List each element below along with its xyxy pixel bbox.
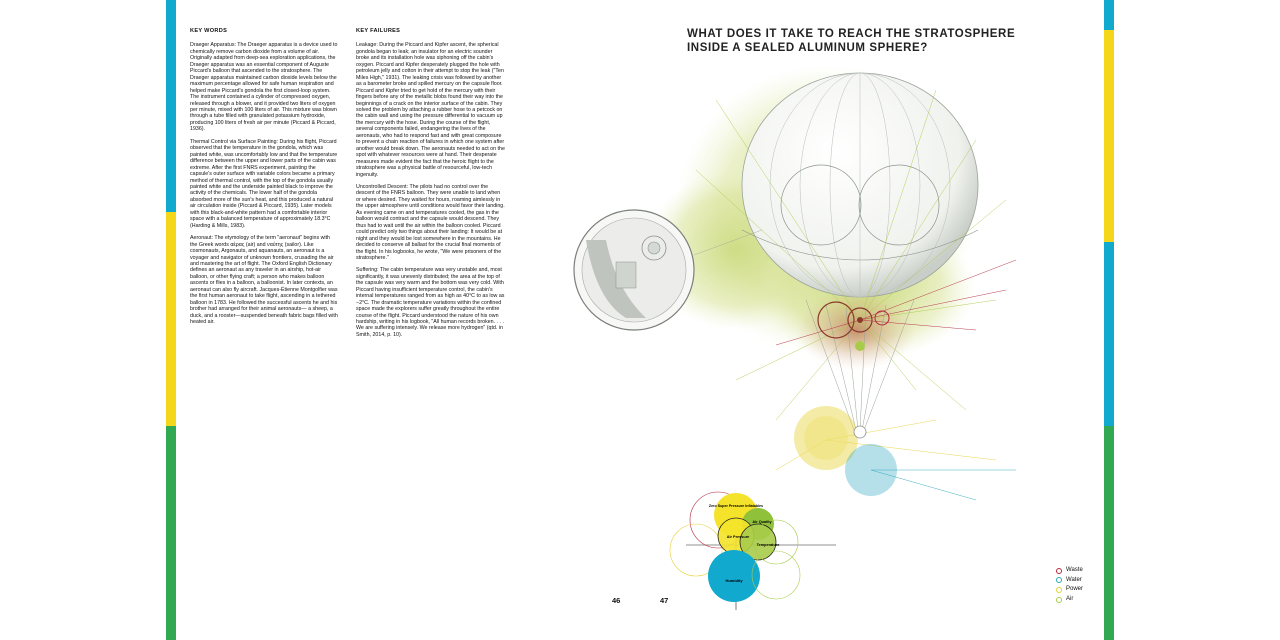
legend-item-power: Power: [1056, 585, 1083, 595]
waste-ring-icon: [1056, 568, 1062, 574]
legend: [1056, 566, 1083, 604]
page-number-left: 46: [612, 596, 621, 605]
venn-diagram: [670, 492, 836, 610]
venn-label-a: Zero Super Pressure Inflatables: [708, 504, 764, 508]
book-spread: [176, 0, 1104, 640]
venn-label-d: Temperature: [756, 543, 780, 547]
legend-item-air: Air: [1056, 595, 1083, 605]
keyword-thermal-control: Thermal Control via Surface Painting: During his flight, Piccard observed that the temperature in the gondola, which was painted white, was uncomfortably low and that the temperature difference between the upper and lower parts of the cabin was extreme. After the first FNRS experiment, painting the capsule's outer surface with variable colors became a primary method of thermal control, with the top of the gondola usually painted white and the underside painted black to improve the activity of the chemicals. The lower half of the gondola absorbed more of the sun's heat, and this produced a natural air circulation inside (Piccard & Piccard, 1935). Later models with this black-and-white pattern had a comfortable interior space with a balanced temperature of approximately 18.3°C (Harding & Mills, 1983).: [190, 138, 338, 229]
venn-label-e: Humidity: [725, 578, 743, 583]
balloon-diagram: [176, 0, 1104, 640]
left-color-band: [166, 0, 176, 640]
power-ring-icon: [1056, 587, 1062, 593]
water-ring-icon: [1056, 577, 1062, 583]
key-failures-heading: KEY FAILURES: [356, 28, 401, 34]
page-number-right: 47: [660, 596, 669, 605]
failure-descent: Uncontrolled Descent: The pilots had no control over the descent of the FNRS balloon. They were unable to land when or where desired. They waited for hours, roaming aimlessly in the upper atmosphere until conditions would favor their landing. As evening came on and temperatures cooled, the gas in the balloon would contract and the capsule would descend. They thus had to wait until the air within the balloon cooled. Piccard could predict only two things about their landing: It would be at night and they would be lost somewhere in the mountains. He decided to conserve all ballast for the crucial final moments of the flight. In his logbooks, he wrote, "We were prisoners of the stratosphere.": [356, 183, 505, 261]
failure-leakage: Leakage: During the Piccard and Kipfer ascent, the spherical gondola began to leak; an insulator for an electric sounder broke and its installation hole was siphoning off the cabin's oxygen. Piccard and Kipfer desperately plugged the hole with petroleum jelly and cotton in their attempt to stop the leak ("Ten Miles High," 1931). The leaking crisis was followed by another as a barometer broke and spilled mercury on the capsule floor. Piccard and Kipfer tried to get hold of the mercury with their fingers before any of the metallic blobs found their way into the beginnings of a crack on the interior surface of the cabin. They solved the problem by attaching a rubber hose to a petcock on the cabin wall and using the pressure differential to vacuum up the mercury with the hose. During the course of the flight, several components failed, endangering the lives of the aeronauts, who had to respond fast and with great composure to prevent a chain reaction of failures in which one system after another would break down. The aeronauts needed to act on the spot with whatever resources were at hand. Their desperate measures made evident the fact that the heroic flight to the stratosphere was a physical battle of resourceful, low-tech ingenuity.: [356, 42, 505, 178]
air-ring-icon: [1056, 597, 1062, 603]
right-color-band: [1104, 0, 1114, 640]
venn-label-b: Air Quality: [752, 520, 772, 524]
page-title: WHAT DOES IT TAKE TO REACH THE STRATOSPHERE INSIDE A SEALED ALUMINUM SPHERE?: [687, 28, 1016, 54]
failure-suffering: Suffering: The cabin temperature was very unstable and, most significantly, it was unevenly distributed; the area at the top of the capsule was very warm and the bottom was very cold. With Piccard having insufficient temperature control, the cabin's internal temperatures ranged from as high as 40°C to as low as −2°C. The dramatic temperature variations within the confined space made the explorers suffer greatly throughout the entire course of the flight. Piccard understood the nature of his own hardship, writing in his logbook, "All human records broken. . . . We are suffering intensely. We release more hydrogen" (qtd. in Smith, 2014, p. 10).: [356, 267, 505, 338]
key-words-heading: KEY WORDS: [190, 28, 228, 34]
lower-bubbles: [794, 406, 897, 496]
legend-item-waste: Waste: [1056, 566, 1083, 576]
balloon-envelope: [742, 73, 978, 297]
venn-label-c: Air Pressure: [726, 535, 750, 539]
legend-item-water: Water: [1056, 576, 1083, 586]
keyword-draeger: Draeger Apparatus: The Draeger apparatus is a device used to chemically remove carbon dioxide from a volume of air. Originally adapted from deep-sea exploration applications, the Draeger apparatus was an essential component of Auguste Piccard's balloon that ascended to the stratosphere. The Draeger apparatus maintained carbon dioxide levels below the maximum percentage allowed for safe human respiration and helped make Piccard's gondola the first closed-loop system. The instrument contained a cylinder of compressed oxygen, released through a blower, and it provided two liters of oxygen per minute, mixed with 100 liters of air. This mixture was blown through a tube filled with granulated potassium hydroxide, producing 100 liters of fresh air per minute (Piccard & Piccard, 1936).: [190, 42, 338, 133]
keyword-aeronaut: Aeronaut: The etymology of the term "aeronaut" begins with the Greek words αέρας (air) and ναύτης (sailor). Like cosmonauts, Argonauts, and aquanauts, an aeronaut is a voyager and navigator of unknown frontiers, crusading the air and mastering the art of flight. The Oxford English Dictionary defines an aeronaut as any traveler in an airship, hot-air balloon, or other flying craft; a person who makes balloon ascents or flies in a balloon, a balloonist. In later contexts, an aeronaut can also fly aircraft. Jacques-Étienne Montgolfier was the first human aeronaut to take flight, ascending in a tethered balloon in 1783. He followed the successful ascents he and his brother had arranged for their animal aeronauts— a sheep, a duck, and a rooster—suspended beneath fabric bags filled with heated air.: [190, 235, 338, 326]
